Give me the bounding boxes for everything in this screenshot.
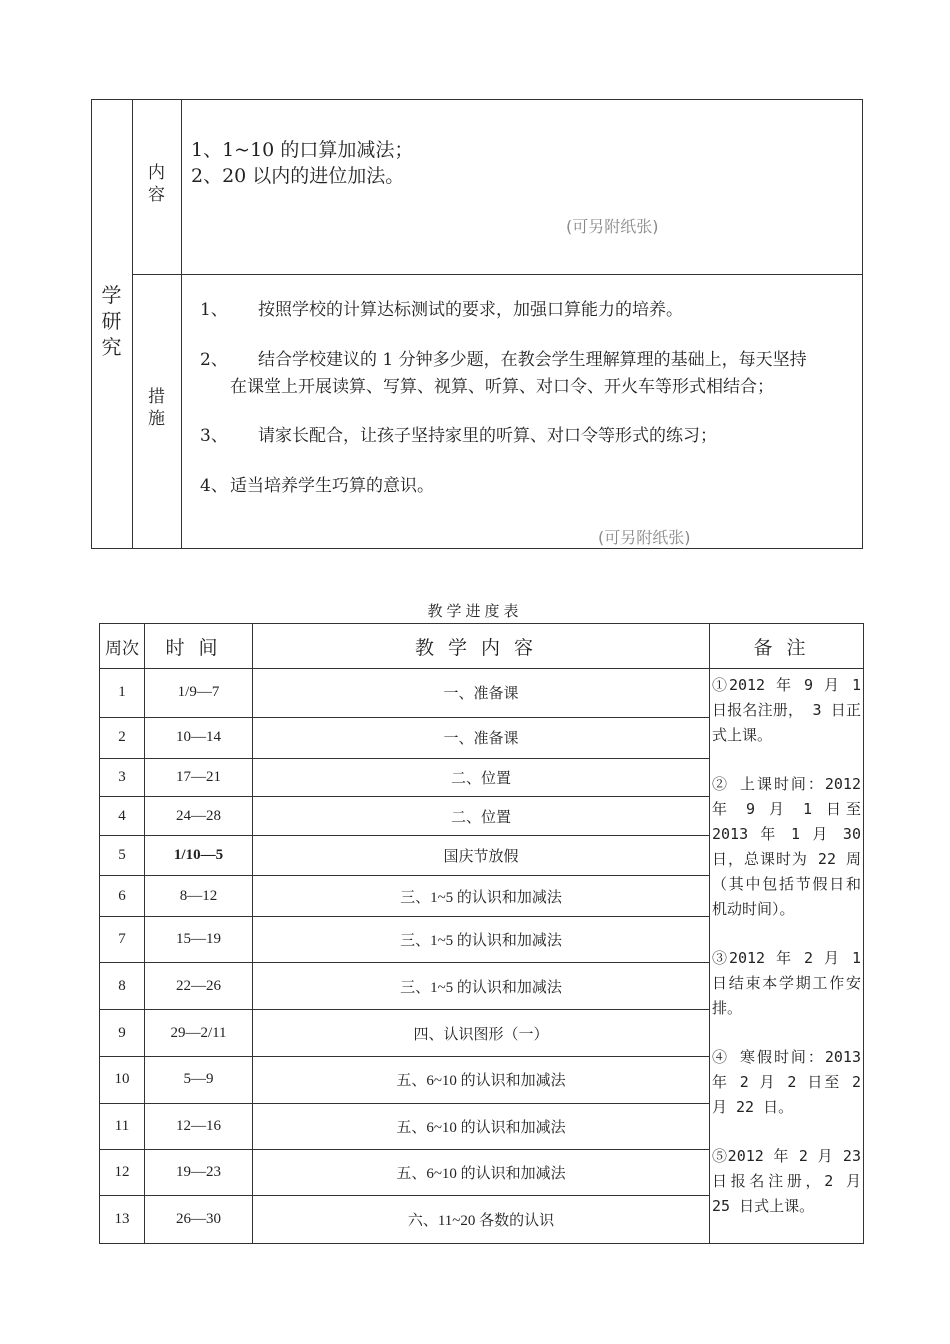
week-cell: 7 — [100, 917, 145, 963]
content-cell: 一、准备课 — [253, 717, 710, 758]
week-cell: 1 — [100, 669, 145, 718]
content-lines — [191, 137, 413, 189]
header-time: 时间 — [145, 624, 253, 669]
time-cell: 1/9—7 — [145, 669, 253, 718]
time-cell: 5—9 — [145, 1057, 253, 1103]
remark-2: ② 上课时间：2012 年 9 月 1 日至 2013 年 1 月 30 日，总课时为 22 周（其中包括节假日和机动时间）。 — [712, 775, 861, 918]
week-cell: 5 — [100, 836, 145, 876]
content-line: 1、1~10 的口算加减法； — [191, 139, 414, 161]
header-content: 教学内容 — [253, 624, 710, 669]
remark-1: ①2012 年 9 月 1 日报名注册， 3 日正式上课。 — [712, 676, 861, 744]
content-cell: 三、1~5 的认识和加减法 — [253, 963, 710, 1009]
time-cell: 8—12 — [145, 876, 253, 917]
measures-label: 措 施 — [148, 387, 165, 430]
remarks-cell — [710, 669, 864, 1244]
content-cell: 一、准备课 — [253, 669, 710, 718]
time-cell: 29—2/11 — [145, 1009, 253, 1056]
measure-item-3: 3、 请家长配合，让孩子坚持家里的听算、对口令等形式的练习； — [200, 426, 717, 446]
week-cell: 10 — [100, 1057, 145, 1103]
measure-item-2: 2、 结合学校建议的 1 分钟多少题，在教会学生理解算理的基础上，每天坚持 — [200, 350, 807, 370]
measure-item-2-cont: 在课堂上开展读算、写算、视算、听算、对口令、开火车等形式相结合； — [230, 377, 774, 397]
content-line: 2、20 以内的进位加法。 — [191, 165, 405, 187]
measure-item-1: 1、 按照学校的计算达标测试的要求，加强口算能力的培养。 — [200, 300, 683, 320]
week-cell: 9 — [100, 1009, 145, 1056]
research-row-divider — [132, 274, 863, 275]
time-cell: 1/10—5 — [145, 836, 253, 876]
week-cell: 13 — [100, 1196, 145, 1244]
schedule-header-row — [100, 624, 864, 669]
schedule-table — [99, 623, 864, 1244]
remark-3: ③2012 年 2 月 1 日结束本学期工作安排。 — [712, 949, 861, 1017]
week-cell: 3 — [100, 758, 145, 797]
time-cell: 24—28 — [145, 797, 253, 836]
measures-note: (可另附纸张) — [598, 528, 691, 547]
content-cell: 三、1~5 的认识和加减法 — [253, 876, 710, 917]
content-cell: 二、位置 — [253, 797, 710, 836]
content-cell: 国庆节放假 — [253, 836, 710, 876]
content-cell: 四、认识图形（一） — [253, 1009, 710, 1056]
time-cell: 12—16 — [145, 1103, 253, 1149]
table-row — [100, 669, 864, 718]
content-cell: 二、位置 — [253, 758, 710, 797]
content-cell: 五、6~10 的认识和加减法 — [253, 1103, 710, 1149]
time-cell: 22—26 — [145, 963, 253, 1009]
week-cell: 6 — [100, 876, 145, 917]
content-cell: 五、6~10 的认识和加减法 — [253, 1057, 710, 1103]
header-remark: 备注 — [710, 624, 864, 669]
time-cell: 17—21 — [145, 758, 253, 797]
time-cell: 10—14 — [145, 717, 253, 758]
header-week: 周次 — [100, 624, 145, 669]
remark-4: ④ 寒假时间：2013 年 2 月 2 日至 2 月 22 日。 — [712, 1048, 861, 1116]
content-note: (可另附纸张) — [566, 217, 659, 236]
content-label: 内 容 — [148, 163, 165, 206]
schedule-title: 教学进度表 — [427, 602, 523, 620]
week-cell: 2 — [100, 717, 145, 758]
content-cell: 六、11~20 各数的认识 — [253, 1196, 710, 1244]
remark-5: ⑤2012 年 2 月 23 日报名注册，2 月 25 日式上课。 — [712, 1147, 861, 1215]
content-cell: 五、6~10 的认识和加减法 — [253, 1150, 710, 1196]
content-cell: 三、1~5 的认识和加减法 — [253, 917, 710, 963]
week-cell: 11 — [100, 1103, 145, 1149]
week-cell: 12 — [100, 1150, 145, 1196]
week-cell: 4 — [100, 797, 145, 836]
time-cell: 19—23 — [145, 1150, 253, 1196]
measure-item-4: 4、 适当培养学生巧算的意识。 — [200, 476, 434, 496]
time-cell: 26—30 — [145, 1196, 253, 1244]
research-side-label: 学 研 究 — [101, 283, 122, 359]
research-divider-2 — [181, 99, 182, 549]
time-cell: 15—19 — [145, 917, 253, 963]
week-cell: 8 — [100, 963, 145, 1009]
